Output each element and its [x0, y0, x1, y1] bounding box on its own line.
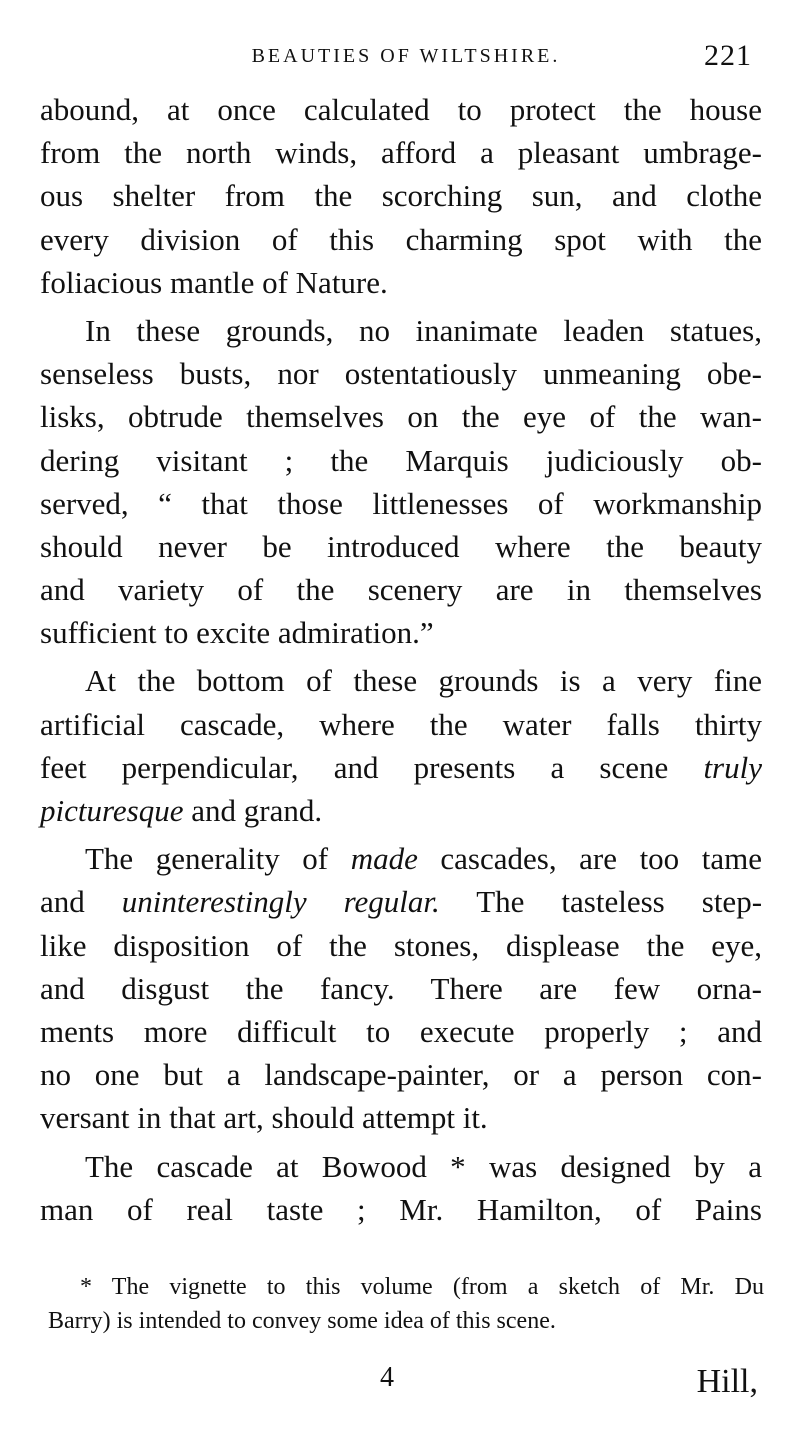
text-line: [40, 218, 762, 261]
italic-text: picturesque: [40, 793, 184, 828]
text-line: [40, 746, 762, 789]
text-line: [40, 525, 762, 568]
running-head: [40, 36, 752, 76]
text-segment: versant in that art, should attempt it.: [40, 1100, 488, 1136]
text-line: [40, 659, 762, 702]
page-number: 221: [704, 39, 752, 72]
text-line: [40, 482, 762, 525]
text-segment: sufficient to excite admiration.”: [40, 615, 434, 651]
text-line: [40, 261, 762, 304]
catchword: Hill,: [696, 1363, 758, 1400]
text-segment: The cascade at Bowood * was designed by a: [85, 1148, 762, 1184]
text-line: [40, 174, 762, 217]
text-segment: and disgust the fancy. There are few orna-: [40, 970, 762, 1006]
text-segment: man of real taste ; Mr. Hamilton, of Pains: [40, 1191, 762, 1227]
text-segment: like disposition of the stones, displease the eye,: [40, 927, 762, 963]
text-segment: every division of this charming spot with the: [40, 221, 762, 257]
italic-text: made: [350, 841, 418, 877]
signature-mark: 4: [380, 1362, 394, 1393]
text-segment: served, “ that those littlenesses of workmanship: [40, 485, 762, 521]
italic-text: uninterestingly regular.: [121, 884, 440, 920]
text-segment: should never be introduced where the beauty: [40, 528, 762, 564]
paragraph: [40, 1145, 762, 1231]
text-line: [40, 1053, 762, 1096]
text-segment: ous shelter from the scorching sun, and clothe: [40, 178, 762, 214]
text-line: [40, 611, 762, 654]
text-segment: from the north winds, afford a pleasant umbrage-: [40, 135, 762, 171]
text-segment: no one but a landscape-painter, or a person con-: [40, 1057, 762, 1093]
text-line: [40, 1010, 762, 1053]
text-line: [40, 1096, 762, 1139]
text-segment: and grand.: [183, 793, 323, 828]
text-segment: At the bottom of these grounds is a very fine: [85, 663, 762, 699]
text-segment: The generality of: [85, 841, 351, 877]
text-segment: dering visitant ; the Marquis judiciously ob-: [40, 442, 762, 478]
paragraph: [40, 88, 762, 304]
text-line: [40, 1188, 762, 1231]
text-line: [40, 703, 762, 746]
text-line: [40, 568, 762, 611]
text-segment: senseless busts, nor ostentatiously unmeaning obe-: [40, 356, 762, 392]
text-segment: and: [40, 884, 122, 920]
text-segment: In these grounds, no inanimate leaden statues,: [85, 312, 762, 348]
text-segment: foliacious mantle of Nature.: [40, 264, 388, 300]
running-title: BEAUTIES OF WILTSHIRE.: [251, 45, 561, 67]
text-line: [40, 309, 762, 352]
text-segment: The tasteless step-: [439, 884, 763, 920]
italic-text: truly: [703, 749, 762, 785]
text-segment: artificial cascade, where the water falls thirty: [40, 706, 762, 742]
text-segment: feet perpendicular, and presents a scene: [40, 749, 704, 785]
text-line: [40, 88, 762, 131]
footnote-line: * The vignette to this volume (from a sketch of Mr. Du: [80, 1274, 764, 1300]
paragraph: [40, 309, 762, 655]
text-line: [40, 1145, 762, 1188]
paragraph: [40, 659, 762, 832]
text-line: [40, 924, 762, 967]
text-line: [40, 789, 762, 832]
text-segment: ments more difficult to execute properly ; and: [40, 1013, 762, 1049]
text-segment: lisks, obtrude themselves on the eye of the wan-: [40, 399, 762, 435]
paragraph: [40, 837, 762, 1139]
footnote-line: Barry) is intended to convey some idea of this scene.: [48, 1308, 556, 1334]
footnote: [48, 1270, 764, 1338]
body-text: [40, 88, 762, 1236]
text-line: [40, 131, 762, 174]
text-line: [40, 967, 762, 1010]
text-line: [40, 352, 762, 395]
text-segment: cascades, are too tame: [417, 841, 763, 877]
text-segment: abound, at once calculated to protect the house: [40, 92, 762, 127]
text-line: [40, 395, 762, 438]
text-segment: and variety of the scenery are in themselves: [40, 572, 762, 608]
text-line: [40, 439, 762, 482]
text-line: [40, 880, 762, 923]
text-line: [40, 837, 762, 880]
